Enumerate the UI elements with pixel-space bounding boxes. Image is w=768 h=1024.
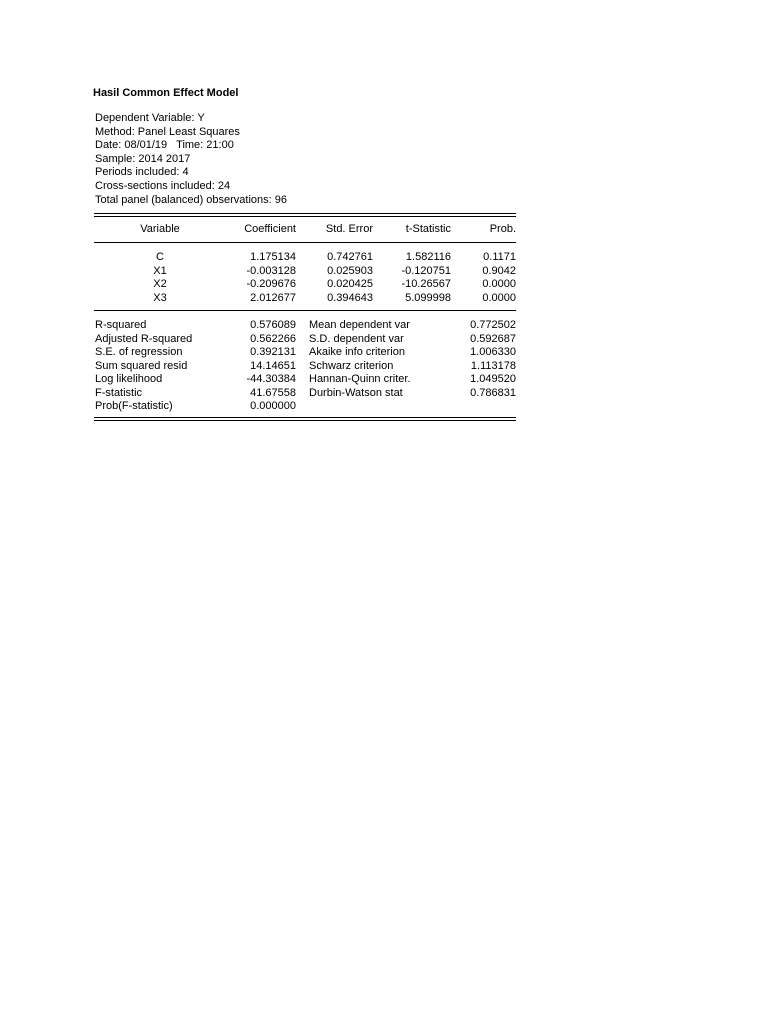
- stat-label: F-statistic: [95, 386, 143, 399]
- prob-value: 0.0000: [482, 291, 516, 304]
- prob-value: 0.0000: [482, 278, 516, 290]
- header-date-time: Date: 08/01/19 Time: 21:00: [95, 139, 234, 152]
- coefficient-value: -0.003128: [246, 264, 296, 277]
- stat-value: 0.772502: [470, 319, 516, 331]
- stat-label: Prob(F-statistic): [95, 400, 173, 412]
- header-periods: Periods included: 4: [95, 166, 189, 179]
- coefficient-value: -0.209676: [246, 278, 296, 290]
- header-sample: Sample: 2014 2017: [95, 152, 191, 165]
- stat-label: Mean dependent var: [309, 319, 410, 331]
- variable-name: X1: [153, 264, 167, 277]
- stat-label: Hannan-Quinn criter.: [309, 373, 411, 385]
- coefficient-value: 1.175134: [250, 251, 296, 263]
- header-observations: Total panel (balanced) observations: 96: [95, 193, 288, 206]
- stat-value: 0.000000: [250, 400, 296, 412]
- stat-label: S.E. of regression: [95, 346, 183, 358]
- header-dependent-variable: Dependent Variable: Y: [95, 112, 205, 124]
- std-error-value: 0.025903: [327, 264, 373, 277]
- stat-label: S.D. dependent var: [309, 332, 404, 345]
- table-bottom-rule-2: [94, 420, 516, 421]
- header-cross-sections: Cross-sections included: 24: [95, 179, 231, 192]
- variable-name: X2: [153, 278, 167, 290]
- stat-value: 0.392131: [250, 346, 296, 358]
- t-statistic-value: -10.26567: [401, 278, 451, 290]
- column-header-rule: [94, 242, 516, 243]
- column-header-prob: Prob.: [489, 223, 516, 235]
- column-header-std-error: Std. Error: [325, 223, 373, 235]
- coefficient-section-rule: [94, 310, 516, 311]
- t-statistic-value: 1.582116: [405, 251, 451, 263]
- stat-value: 41.67558: [250, 386, 296, 399]
- stat-value: 0.786831: [470, 386, 516, 399]
- stat-value: 0.562266: [250, 332, 296, 345]
- std-error-value: 0.394643: [327, 291, 373, 304]
- estimation-header: [95, 112, 287, 207]
- report-title: Hasil Common Effect Model: [93, 87, 239, 99]
- stat-label: Adjusted R-squared: [95, 332, 193, 345]
- std-error-value: 0.742761: [327, 251, 373, 263]
- table-top-rule-1: [94, 213, 516, 214]
- variable-name: C: [156, 251, 164, 263]
- variable-name: X3: [153, 291, 167, 304]
- t-statistic-value: 5.099998: [405, 291, 451, 304]
- stat-value: 0.576089: [250, 319, 296, 331]
- t-statistic-value: -0.120751: [401, 264, 451, 277]
- table-top-rule-2: [94, 216, 516, 217]
- stat-value: -44.30384: [246, 373, 296, 385]
- stat-label: R-squared: [95, 319, 147, 331]
- header-method: Method: Panel Least Squares: [95, 125, 240, 138]
- table-bottom-rule-1: [94, 417, 516, 418]
- stat-value: 1.006330: [470, 346, 516, 358]
- prob-value: 0.9042: [482, 264, 516, 277]
- stat-label: Akaike info criterion: [309, 346, 405, 358]
- stat-value: 14.14651: [250, 359, 296, 372]
- column-header-variable: Variable: [140, 223, 180, 235]
- stat-label: Sum squared resid: [95, 359, 188, 372]
- stat-value: 1.049520: [470, 373, 516, 385]
- stat-label: Durbin-Watson stat: [309, 386, 403, 399]
- column-header-t-statistic: t-Statistic: [405, 223, 451, 235]
- stat-label: Log likelihood: [95, 373, 163, 385]
- stat-value: 0.592687: [470, 332, 516, 345]
- stat-value: 1.113178: [470, 359, 516, 372]
- prob-value: 0.1171: [483, 251, 516, 263]
- stat-label: Schwarz criterion: [309, 359, 394, 372]
- column-header-coefficient: Coefficient: [244, 223, 296, 235]
- coefficient-value: 2.012677: [250, 291, 296, 304]
- std-error-value: 0.020425: [327, 278, 373, 290]
